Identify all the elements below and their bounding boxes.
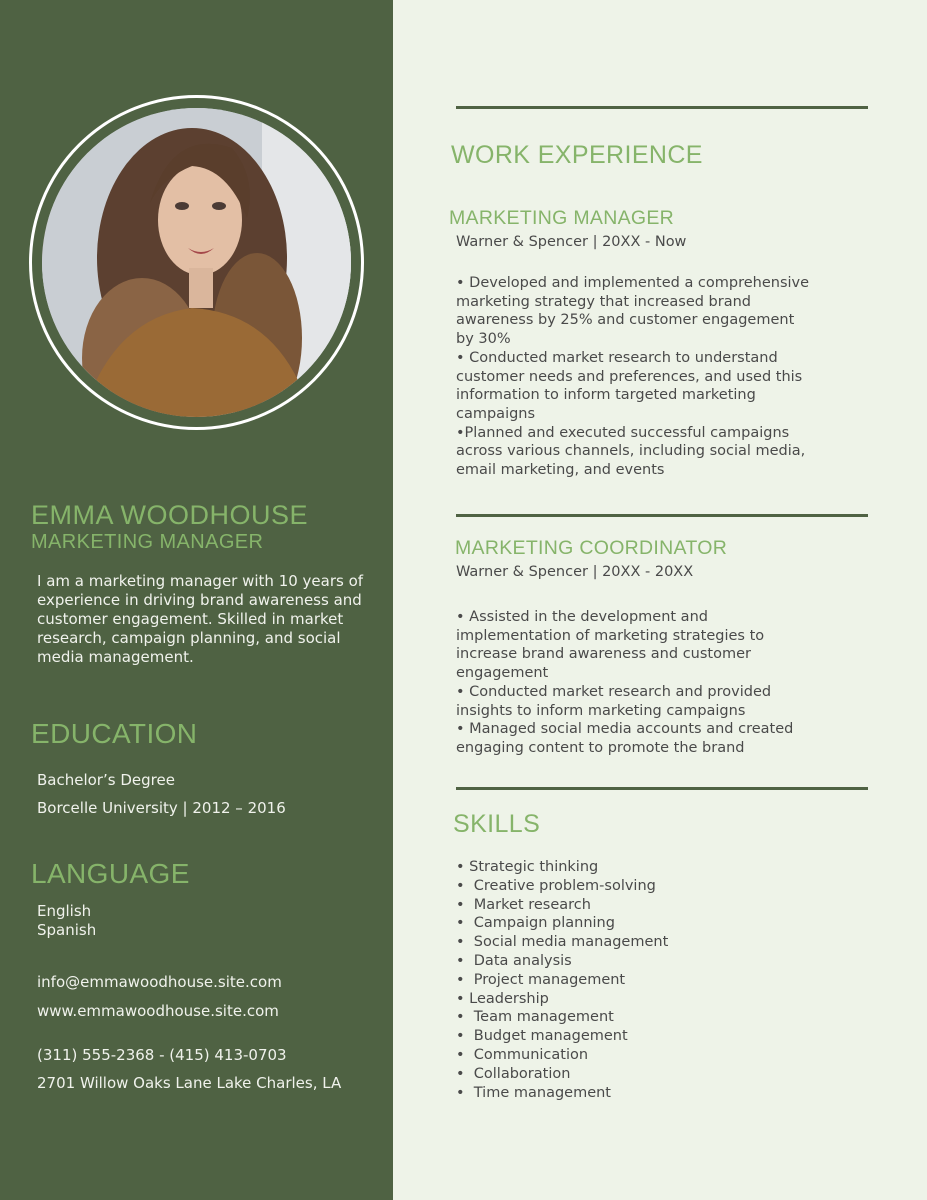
duty-line: • Assisted in the development and bbox=[456, 609, 708, 625]
duty-line: engagement bbox=[456, 665, 549, 682]
divider bbox=[456, 106, 868, 109]
job-title: MARKETING MANAGER bbox=[449, 207, 675, 229]
contact-email[interactable]: info@emmawoodhouse.site.com bbox=[37, 973, 282, 991]
skill-item: • Social media management bbox=[456, 934, 669, 951]
job-title: MARKETING COORDINATOR bbox=[455, 537, 728, 559]
job-meta: Warner & Spencer | 20XX - 20XX bbox=[456, 564, 694, 580]
main-content bbox=[393, 0, 927, 1200]
candidate-name: EMMA WOODHOUSE bbox=[31, 500, 309, 530]
duty-line: customer needs and preferences, and used this bbox=[456, 368, 803, 385]
divider bbox=[456, 514, 868, 517]
skill-item: • Leadership bbox=[456, 990, 549, 1007]
skill-item: • Project management bbox=[456, 971, 626, 988]
duty-line: •Planned and executed successful campaigns bbox=[456, 424, 790, 441]
skill-item: • Campaign planning bbox=[456, 915, 615, 932]
contact-website[interactable]: www.emmawoodhouse.site.com bbox=[37, 1002, 279, 1020]
skill-item: • Market research bbox=[456, 896, 591, 913]
work-experience-heading: WORK EXPERIENCE bbox=[451, 141, 703, 169]
duty-line: • Conducted market research to understand bbox=[456, 349, 778, 366]
education-heading: EDUCATION bbox=[31, 718, 198, 749]
job-duties bbox=[456, 274, 856, 480]
skill-item: • Communication bbox=[456, 1046, 589, 1063]
duty-line: insights to inform marketing campaigns bbox=[456, 702, 746, 719]
education-school: Borcelle University | 2012 – 2016 bbox=[37, 799, 286, 817]
skill-item: • Data analysis bbox=[456, 952, 572, 969]
duty-line: by 30% bbox=[456, 331, 511, 348]
divider bbox=[456, 787, 868, 790]
duty-line: awareness by 25% and customer engagement bbox=[456, 312, 795, 329]
contact-phone: (311) 555-2368 - (415) 413-0703 bbox=[37, 1046, 287, 1064]
duty-line: • Managed social media accounts and created bbox=[456, 721, 794, 738]
language-heading: LANGUAGE bbox=[31, 858, 190, 889]
duty-line: increase brand awareness and customer bbox=[456, 646, 751, 663]
skills-heading: SKILLS bbox=[453, 810, 541, 838]
job-duties bbox=[456, 608, 856, 758]
profile-summary: I am a marketing manager with 10 years of experience in driving brand awareness and customer engagement. Skilled in market research, campaign planning, and social media management. bbox=[37, 572, 364, 666]
language-item: Spanish bbox=[37, 921, 97, 939]
candidate-role: MARKETING MANAGER bbox=[31, 531, 264, 553]
duty-line: engaging content to promote the brand bbox=[456, 739, 745, 756]
contact-address: 2701 Willow Oaks Lane Lake Charles, LA bbox=[37, 1074, 342, 1092]
sidebar bbox=[0, 0, 393, 1200]
duty-line: marketing strategy that increased brand bbox=[456, 293, 752, 310]
skill-item: • Budget management bbox=[456, 1028, 628, 1045]
language-item: English bbox=[37, 902, 92, 920]
skill-item: • Collaboration bbox=[456, 1065, 571, 1082]
skill-item: • Team management bbox=[456, 1009, 614, 1026]
job-meta: Warner & Spencer | 20XX - Now bbox=[456, 234, 687, 250]
duty-line: across various channels, including social media, bbox=[456, 443, 806, 460]
duty-line: email marketing, and events bbox=[456, 462, 665, 479]
skill-item: • Strategic thinking bbox=[456, 859, 599, 875]
education-degree: Bachelor’s Degree bbox=[37, 771, 175, 789]
skill-item: • Creative problem-solving bbox=[456, 877, 656, 894]
skills-list bbox=[456, 858, 668, 1102]
profile-photo bbox=[42, 108, 351, 417]
duty-line: campaigns bbox=[456, 405, 536, 422]
duty-line: • Conducted market research and provided bbox=[456, 683, 772, 700]
portrait-illustration bbox=[42, 108, 351, 417]
skill-item: • Time management bbox=[456, 1084, 611, 1101]
duty-line: • Developed and implemented a comprehensive bbox=[456, 275, 810, 291]
duty-line: information to inform targeted marketing bbox=[456, 387, 756, 404]
duty-line: implementation of marketing strategies to bbox=[456, 627, 765, 644]
